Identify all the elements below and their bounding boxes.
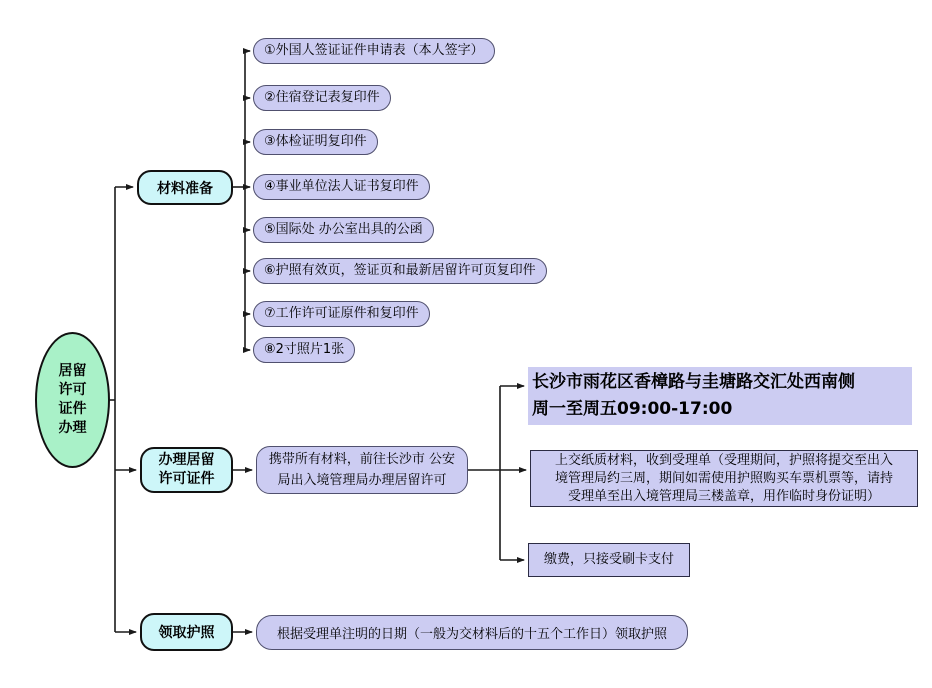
receipt-note-line: 境管理局约三周，期间如需使用护照购买车票机票等，请持 [554, 470, 893, 486]
location-highlight-node[interactable] [528, 367, 912, 425]
material-item-2[interactable]: ②住宿登记表复印件 [253, 85, 391, 111]
root-node-residence-permit[interactable] [35, 332, 110, 468]
location-address-line: 长沙市雨花区香樟路与圭塘路交汇处西南侧 [532, 372, 855, 392]
apply-step-node[interactable] [256, 446, 468, 494]
branch-node-collect-passport[interactable]: 领取护照 [140, 613, 233, 651]
receipt-note-node[interactable] [530, 450, 918, 507]
material-item-5[interactable]: ⑤国际处 办公室出具的公函 [253, 217, 434, 243]
receipt-note-line: 上交纸质材料，收到受理单（受理期间，护照将提交至出入 [554, 452, 893, 468]
root-label-line: 居留 [58, 363, 87, 379]
material-item-4[interactable]: ④事业单位法人证书复印件 [253, 174, 430, 200]
apply-step-line: 携带所有材料，前往长沙市 公安 [268, 452, 456, 467]
material-item-7[interactable]: ⑦工作许可证原件和复印件 [253, 301, 430, 327]
material-item-8[interactable]: ⑧2寸照片1张 [253, 337, 355, 363]
material-item-3[interactable]: ③体检证明复印件 [253, 129, 378, 155]
branch-apply-label-line: 许可证件 [158, 471, 215, 487]
material-item-6[interactable]: ⑥护照有效页，签证页和最新居留许可页复印件 [253, 258, 547, 284]
material-item-1[interactable]: ①外国人签证证件申请表（本人签字） [253, 38, 495, 64]
root-label-line: 办理 [58, 420, 87, 436]
root-label-line: 证件 [58, 401, 87, 417]
receipt-note-line: 受理单至出入境管理局三楼盖章，用作临时身份证明） [567, 488, 880, 504]
branch-apply-label-line: 办理居留 [158, 452, 215, 468]
branch-node-materials[interactable]: 材料准备 [137, 170, 233, 205]
collect-step-node[interactable]: 根据受理单注明的日期（一般为交材料后的十五个工作日）领取护照 [256, 615, 688, 650]
branch-node-apply-permit[interactable] [140, 447, 233, 493]
location-hours-line: 周一至周五09:00-17:00 [532, 399, 733, 419]
payment-node[interactable]: 缴费，只接受刷卡支付 [528, 543, 690, 577]
apply-step-line: 局出入境管理局办理居留许可 [277, 473, 447, 488]
root-label-line: 许可 [58, 382, 87, 398]
